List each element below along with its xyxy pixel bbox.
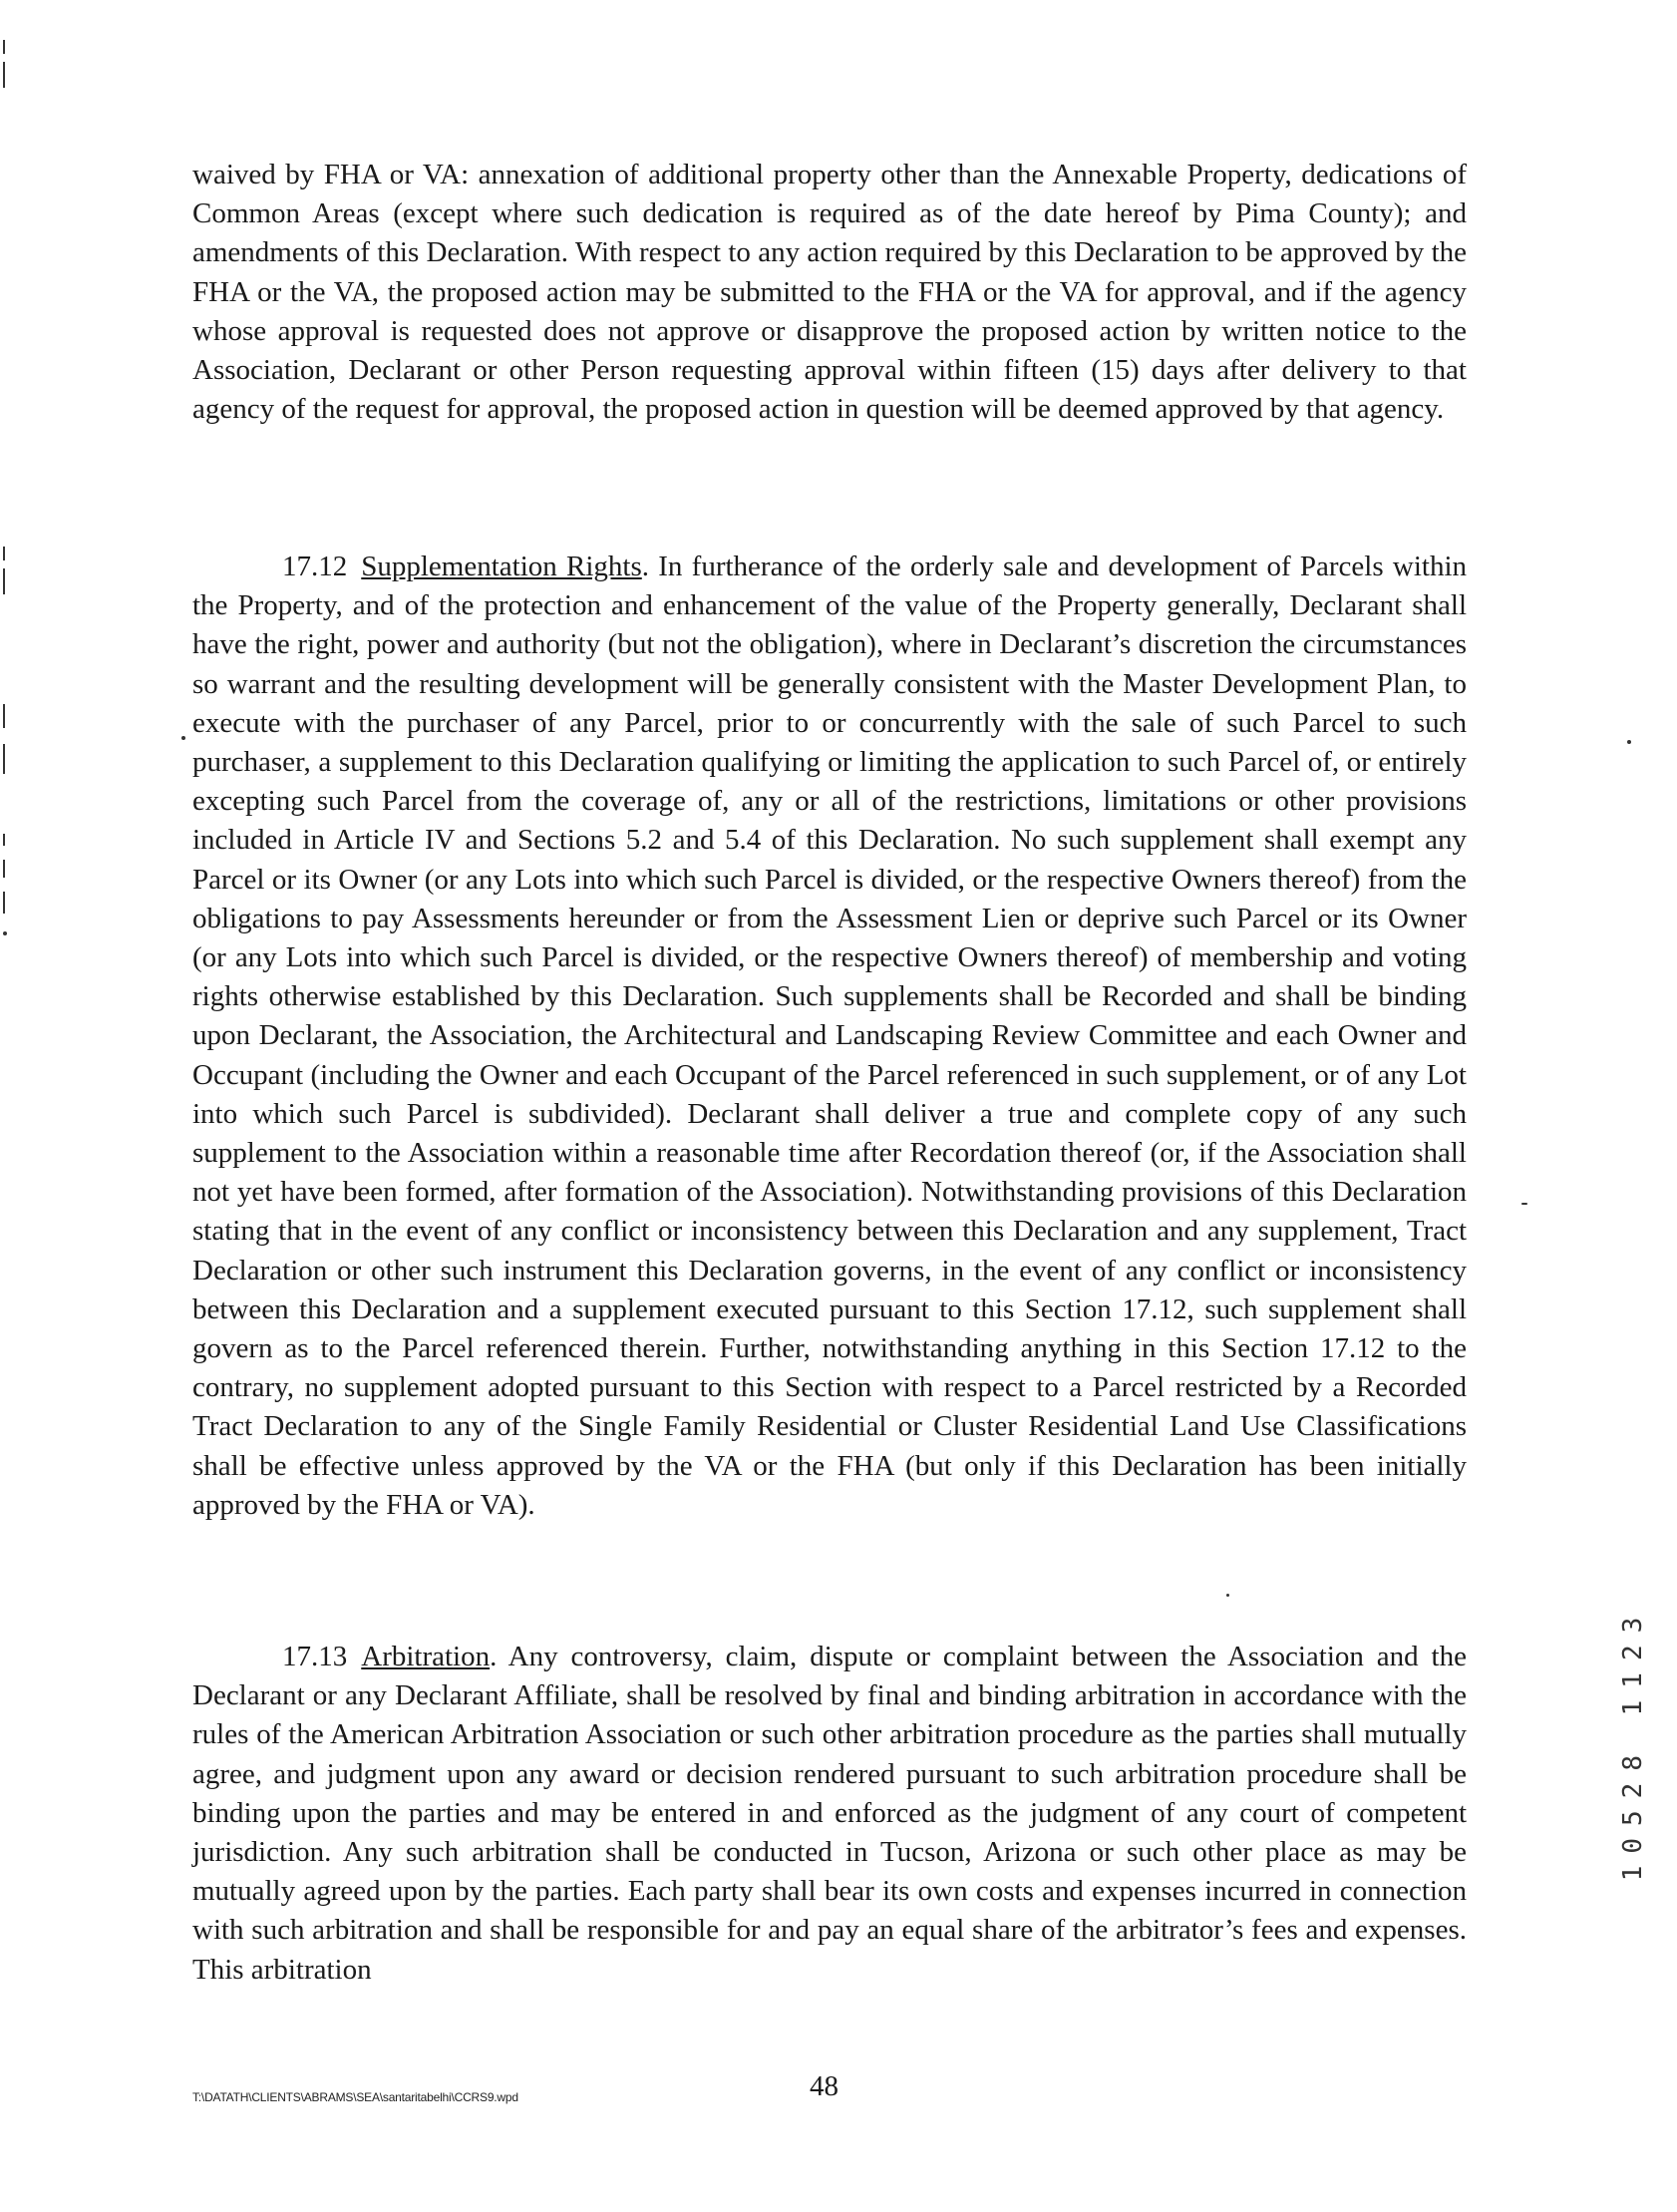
scan-mark: [3, 704, 5, 728]
scan-mark: [3, 62, 5, 88]
scan-mark: [3, 892, 5, 914]
scan-speck: [181, 736, 185, 740]
recording-stamp: [1613, 1574, 1653, 1913]
section-title: Supplementation Rights: [361, 551, 642, 582]
section-body: . Any controversy, claim, dispute or complaint between the Association and the Declarant or any Declarant Affiliate, shall be resolved by final and binding arbitration in accordance with the rules of the American Arbitration Association or such other arbitration procedure as the parties shall mutually agree, and judgment upon any award or decision rendered pursuant to such arbitration procedure shall be binding upon the parties and may be entered in and enforced as the judgment of any court of competent jurisdiction. Any such arbitration shall be conducted in Tucson, Arizona or such other place as may be mutually agreed upon by the parties. Each party shall bear its own costs and expenses incurred in connection with such arbitration and shall be responsible for and pay an equal share of the arbitrator’s fees and expenses. This arbitration: [192, 1641, 1467, 1986]
scan-mark: [3, 40, 5, 54]
scan-mark: [3, 744, 5, 774]
scan-speck: [1627, 740, 1631, 744]
scan-mark: [3, 931, 7, 935]
paragraph-continuation: waived by FHA or VA: annexation of additional property other than the Annexable Property, dedications of Common Areas (except where such dedication is required as of the date hereof by Pima County); and amendments of this Declaration. With respect to any action required by this Declaration to be approved by the FHA or the VA, the proposed action may be submitted to the FHA or the VA for approval, and if the agency whose approval is requested does not approve or disapprove the proposed action by written notice to the Association, Declarant or other Person requesting approval within fifteen (15) days after delivery to that agency of the request for approval, the proposed action in question will be deemed approved by that agency.: [192, 159, 1467, 426]
section-17-13: [192, 1638, 1467, 1990]
section-17-12: [192, 548, 1467, 1525]
scan-mark: [3, 568, 5, 594]
footer-file-path: T:\DATATH\CLIENTS\ABRAMS\SEA\santaritabelhi\CCRS9.wpd: [192, 2090, 518, 2104]
recording-number: 10528 1123: [1618, 1605, 1648, 1882]
scan-speck: [1521, 1203, 1527, 1205]
section-number: 17.12: [282, 551, 348, 582]
section-number: 17.13: [282, 1641, 348, 1672]
scan-mark: [3, 547, 5, 560]
section-title: Arbitration: [361, 1641, 491, 1672]
section-body: . In furtherance of the orderly sale and development of Parcels within the Property, and of the protection and enhancement of the value of the Property generally, Declarant shall have the right, power and authority (but not the obligation), where in Declarant’s discretion the circumstances so warrant and the resulting development will be generally consistent with the Master Development Plan, to execute with the purchaser of any Parcel, prior to or concurrently with the sale of such Parcel to such purchaser, a supplement to this Declaration qualifying or limiting the application to such Parcel of, or entirely excepting such Parcel from the coverage of, any or all of the restrictions, limitations or other provisions included in Article IV and Sections 5.2 and 5.4 of this Declaration. No such supplement shall exempt any Parcel or its Owner (or any Lots into which such Parcel is divided, or the respective Owners thereof) from the obligations to pay Assessments hereunder or from the Assessment Lien or deprive such Parcel or its Owner (or any Lots into which such Parcel is divided, or the respective Owners thereof) of membership and voting rights otherwise established by this Declaration. Such supplements shall be Recorded and shall be binding upon Declarant, the Association, the Architectural and Landscaping Review Committee and each Owner and Occupant (including the Owner and each Occupant of the Parcel referenced in such supplement, or of any Lot into which such Parcel is subdivided). Declarant shall deliver a true and complete copy of any such supplement to the Association within a reasonable time after Recordation thereof (or, if the Association shall not yet have been formed, after formation of the Association). Notwithstanding provisions of this Declaration stating that in the event of any conflict or inconsistency between this Declaration and any supplement, Tract Declaration or other such instrument this Declaration governs, in the event of any conflict or inconsistency between this Declaration and a supplement executed pursuant to this Section 17.12, such supplement shall govern as to the Parcel referenced therein. Further, notwithstanding anything in this Section 17.12 to the contrary, no supplement adopted pursuant to this Section with respect to a Parcel restricted by a Recorded Tract Declaration to any of the Single Family Residential or Cluster Residential Land Use Classifications shall be effective unless approved by the VA or the FHA (but only if this Declaration has been initially approved by the FHA or VA).: [192, 551, 1467, 1521]
page-number: 48: [810, 2070, 838, 2102]
scan-mark: [3, 860, 5, 878]
scan-mark: [3, 834, 5, 846]
scan-speck: [1226, 1594, 1229, 1597]
